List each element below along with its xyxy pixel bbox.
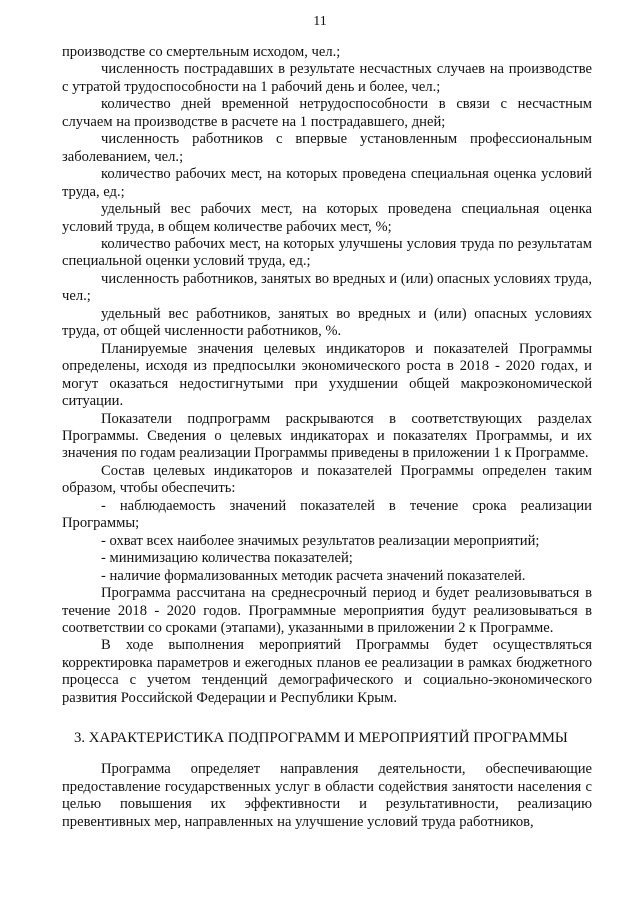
paragraph: численность работников с впервые установленным профессиональным заболеванием, чел.; (62, 131, 592, 165)
paragraph: Состав целевых индикаторов и показателей Программы определен таким образом, чтобы обеспечить: (62, 462, 592, 497)
paragraph: количество дней временной нетрудоспособности в связи с несчастным случаем на производстве в расчете на 1 пострадавшего, дней; (62, 96, 592, 130)
page-number: 11 (313, 14, 327, 29)
paragraph: - наличие формализованных методик расчета значений показателей. (101, 567, 526, 584)
document-body (62, 44, 592, 831)
paragraph: - наблюдаемость значений показателей в течение срока реализации Программы; (62, 497, 592, 532)
paragraph: Планируемые значения целевых индикаторов и показателей Программы определены, исходя из предпосылки экономического роста в 2018 - 2020 годах, и могут оказаться недостигнутыми при ухудшении общей макроэкономической ситуации. (62, 340, 592, 410)
paragraph: В ходе выполнения мероприятий Программы будет осуществляться корректировка параметров и ежегодных планов ее реализации в рамках бюджетного процесса с учетом тенденций демографического и социально-экономического развития Российской Федерации и Республики Крым. (62, 637, 592, 706)
paragraph: численность работников, занятых во вредных и (или) опасных условиях труда, чел.; (62, 270, 592, 305)
paragraph: Программа определяет направления деятельности, обеспечивающие предоставление государственных услуг в области содействия занятости населения с целью повышения их эффективности и результативности, реализацию превентивных мер, направленных на улучшение условий труда работников, (62, 761, 592, 830)
paragraph-group-bottom (62, 761, 592, 831)
paragraph: - охват всех наиболее значимых результатов реализации мероприятий; (101, 532, 540, 549)
paragraph: удельный вес рабочих мест, на которых проведена специальная оценка условий труда, в общем количестве рабочих мест, %; (62, 201, 592, 235)
paragraph: - минимизацию количества показателей; (101, 550, 353, 567)
paragraph-group-top (62, 44, 592, 707)
paragraph: количество рабочих мест, на которых проведена специальная оценка условий труда, ед.; (62, 166, 592, 200)
paragraph: Программа рассчитана на среднесрочный период и будет реализовываться в течение 2018 - 2020 годов. Программные мероприятия будут реализовываться в соответствии со сроками (этапами), указанными в приложении 2 к Программе. (62, 585, 592, 636)
paragraph: удельный вес работников, занятых во вредных и (или) опасных условиях труда, от общей численности работников, %. (62, 305, 592, 340)
section-heading: 3. ХАРАКТЕРИСТИКА ПОДПРОГРАММ И МЕРОПРИЯТИЙ ПРОГРАММЫ (74, 730, 568, 747)
paragraph: производстве со смертельным исходом, чел.; (62, 44, 341, 60)
paragraph: Показатели подпрограмм раскрываются в соответствующих разделах Программы. Сведения о целевых индикаторах и показателях Программы, и их значения по годам реализации Программы приведены в приложении 1 к Программе. (62, 410, 592, 462)
paragraph: количество рабочих мест, на которых улучшены условия труда по результатам специальной оценки условий труда, ед.; (62, 235, 592, 270)
paragraph: численность пострадавших в результате несчастных случаев на производстве с утратой трудоспособности на 1 рабочий день и более, чел.; (62, 61, 592, 95)
